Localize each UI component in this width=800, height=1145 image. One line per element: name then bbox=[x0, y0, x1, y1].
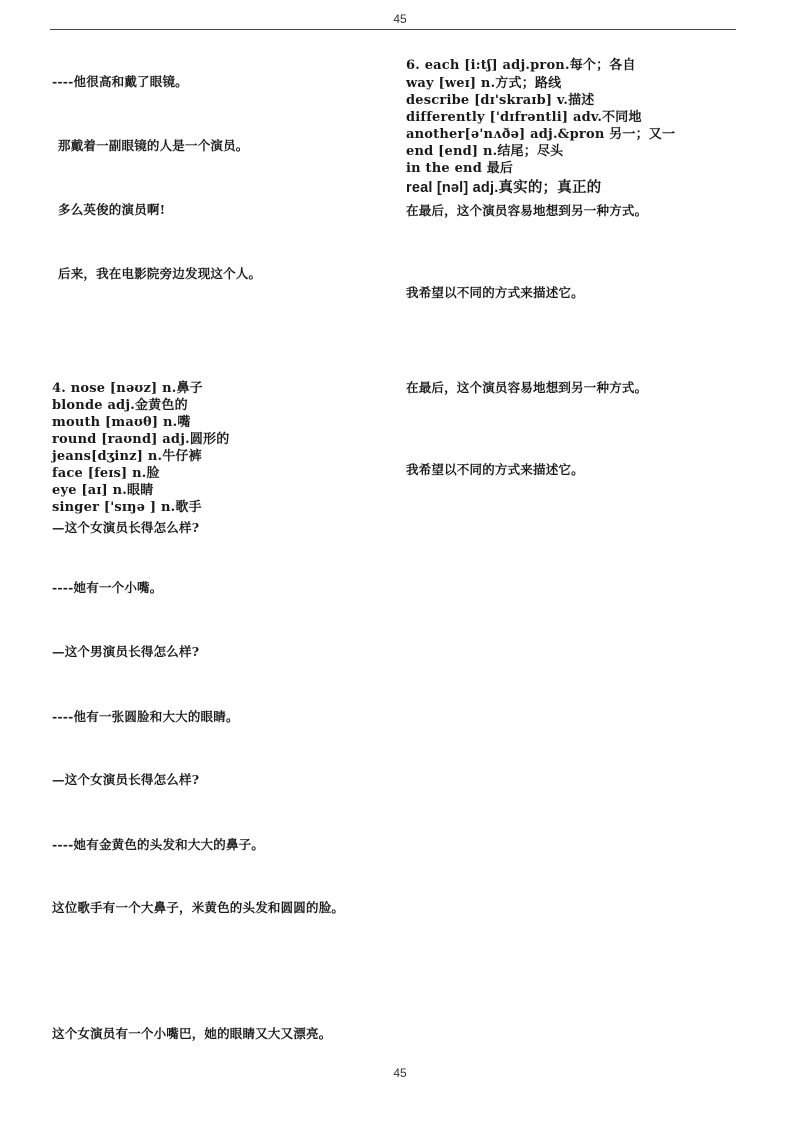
vocab-entry: 4. nose [nəʊz] n.鼻子 bbox=[52, 381, 203, 396]
sentence-line: 后来，我在电影院旁边发现这个人。 bbox=[58, 266, 262, 281]
vocab-entry: describe [dɪ'skraɪb] v.描述 bbox=[406, 93, 595, 108]
vocab-entry: 6. each [i:tʃ] adj.pron.每个；各自 bbox=[406, 58, 636, 73]
sentence-line: —这个女演员长得怎么样? bbox=[52, 520, 200, 535]
vocab-entry: real [nəl] adj.真实的；真正的 bbox=[406, 180, 602, 196]
sentence-line: 这个女演员有一个小嘴巴，她的眼睛又大又漂亮。 bbox=[52, 1026, 332, 1041]
header-rule bbox=[50, 29, 736, 30]
sentence-line: 我希望以不同的方式来描述它。 bbox=[406, 285, 584, 300]
sentence-line: ----她有金黄色的头发和大大的鼻子。 bbox=[52, 837, 265, 852]
vocab-entry: round [raʊnd] adj.圆形的 bbox=[52, 432, 230, 447]
vocab-entry: mouth [maʊθ] n.嘴 bbox=[52, 415, 191, 430]
page-number-bottom: 45 bbox=[393, 1066, 407, 1080]
sentence-line: 多么英俊的演员啊! bbox=[58, 202, 166, 217]
vocab-entry: in the end 最后 bbox=[406, 161, 514, 176]
page-number-top: 45 bbox=[393, 12, 407, 26]
sentence-line: —这个男演员长得怎么样? bbox=[52, 644, 200, 659]
vocab-entry: end [end] n.结尾；尽头 bbox=[406, 144, 564, 159]
sentence-line: ----他有一张圆脸和大大的眼睛。 bbox=[52, 709, 239, 724]
vocab-entry: singer ['sɪŋə ] n.歌手 bbox=[52, 500, 202, 515]
sentence-line: 这位歌手有一个大鼻子，米黄色的头发和圆圆的脸。 bbox=[52, 900, 345, 915]
sentence-line: ----她有一个小嘴。 bbox=[52, 580, 163, 595]
vocab-entry: jeans[dʒinz] n.牛仔裤 bbox=[52, 449, 202, 464]
vocab-entry: blonde adj.金黄色的 bbox=[52, 398, 188, 413]
vocab-entry: another[ə'nʌðə] adj.&pron 另一；又一 bbox=[406, 127, 676, 142]
sentence-line: 我希望以不同的方式来描述它。 bbox=[406, 462, 584, 477]
sentence-line: 在最后，这个演员容易地想到另一种方式。 bbox=[406, 380, 648, 395]
vocab-entry: eye [aɪ] n.眼睛 bbox=[52, 483, 154, 498]
vocab-entry: face [feɪs] n.脸 bbox=[52, 466, 160, 481]
sentence-line: ----他很高和戴了眼镜。 bbox=[52, 74, 188, 89]
sentence-line: 在最后，这个演员容易地想到另一种方式。 bbox=[406, 203, 648, 218]
sentence-line: —这个女演员长得怎么样? bbox=[52, 772, 200, 787]
sentence-line: 那戴着一副眼镜的人是一个演员。 bbox=[58, 138, 249, 153]
vocab-entry: way [weɪ] n.方式；路线 bbox=[406, 76, 562, 91]
vocab-entry: differently ['dɪfrəntli] adv.不同地 bbox=[406, 110, 642, 125]
